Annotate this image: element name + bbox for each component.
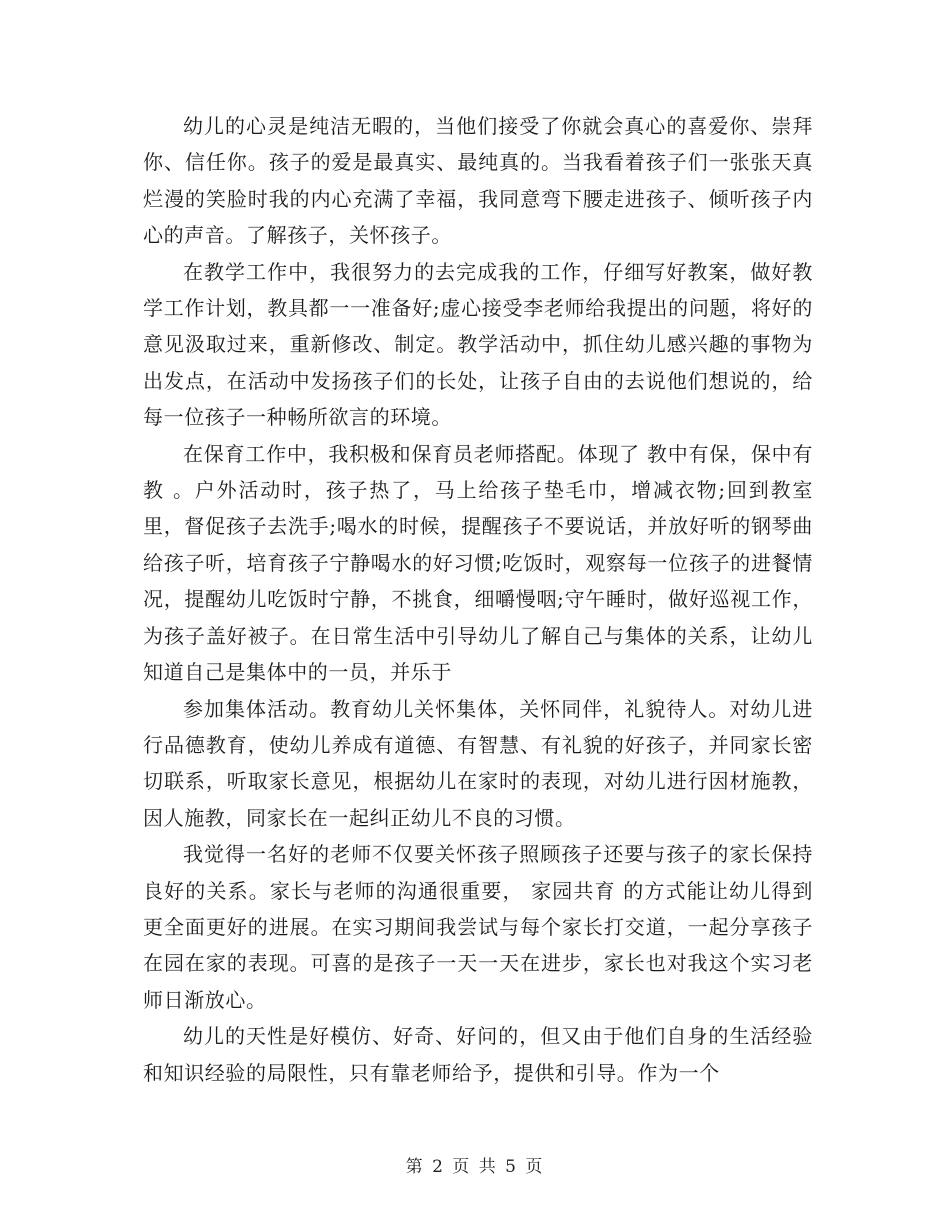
paragraph-5: 我觉得一名好的老师不仅要关怀孩子照顾孩子还要与孩子的家长保持良好的关系。家长与老师的沟通很重要， 家园共育 的方式能让幼儿得到更全面更好的进展。在实习期间我尝试与每个家长打交道，一起分享孩子在园在家的表现。可喜的是孩子一天一天在进步，家长也对我这个实习老师日渐放心。 — [143, 842, 813, 1012]
paragraph-3: 在保育工作中，我积极和保育员老师搭配。体现了 教中有保，保中有教 。户外活动时，孩子热了，马上给孩子垫毛巾，增减衣物;回到教室里，督促孩子去洗手;喝水的时候，提醒孩子不要说话，并放好听的钢琴曲给孩子听，培育孩子宁静喝水的好习惯;吃饭时，观察每一位孩子的进餐情况，提醒幼儿吃饭时宁静，不挑食，细嚼慢咽;守午睡时，做好巡视工作，为孩子盖好被子。在日常生活中引导幼儿了解自己与集体的关系，让幼儿知道自己是集体中的一员，并乐于 — [143, 441, 813, 685]
paragraph-6: 幼儿的天性是好模仿、好奇、好问的，但又由于他们自身的生活经验和知识经验的局限性，只有靠老师给予，提供和引导。作为一个 — [143, 1024, 813, 1085]
page-footer: 第 2 页 共 5 页 — [405, 1157, 545, 1177]
paragraph-1: 幼儿的心灵是纯洁无暇的，当他们接受了你就会真心的喜爱你、崇拜你、信任你。孩子的爱是最真实、最纯真的。当我看着孩子们一张张天真烂漫的笑脸时我的内心充满了幸福，我同意弯下腰走进孩子、倾听孩子内心的声音。了解孩子，关怀孩子。 — [143, 114, 813, 248]
paragraph-4: 参加集体活动。教育幼儿关怀集体，关怀同伴，礼貌待人。对幼儿进行品德教育，使幼儿养成有道德、有智慧、有礼貌的好孩子，并同家长密切联系，听取家长意见，根据幼儿在家时的表现，对幼儿进行因材施教，因人施教，同家长在一起纠正幼儿不良的习惯。 — [143, 696, 813, 830]
paragraph-2: 在教学工作中，我很努力的去完成我的工作，仔细写好教案，做好教学工作计划，教具都一一准备好;虚心接受李老师给我提出的问题，将好的意见汲取过来，重新修改、制定。教学活动中，抓住幼儿感兴趣的事物为出发点，在活动中发扬孩子们的长处，让孩子自由的去说他们想说的，给每一位孩子一种畅所欲言的环境。 — [143, 259, 813, 430]
document-body — [143, 108, 813, 1091]
